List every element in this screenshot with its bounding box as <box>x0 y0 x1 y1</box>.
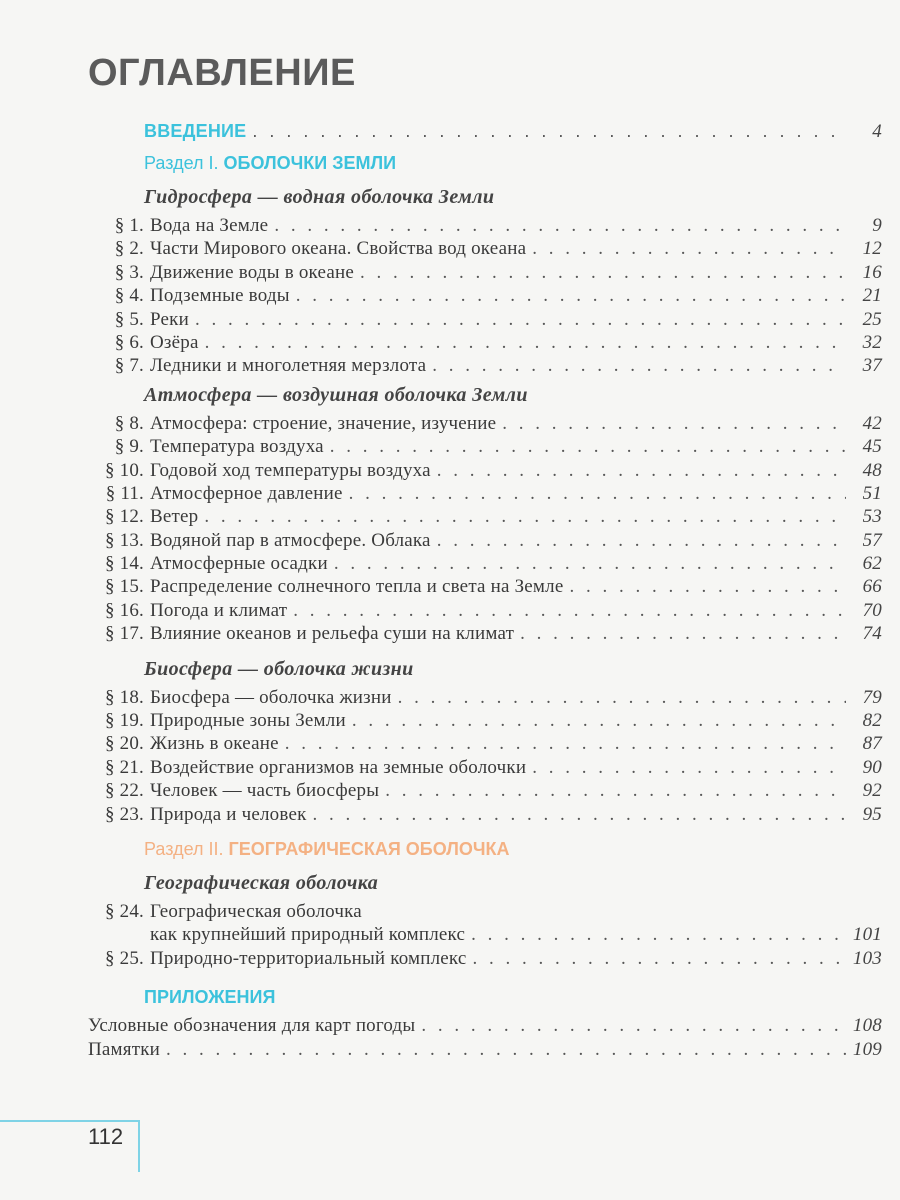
entry-page: 37 <box>862 355 882 377</box>
entry-page: 82 <box>862 710 882 732</box>
entry-title: Человек — часть биосферы <box>150 780 380 802</box>
entry-title: Природные зоны Земли <box>150 710 346 732</box>
entry-number: § 20. <box>105 733 144 755</box>
entry-title: Памятки <box>88 1038 161 1060</box>
entry-title: Части Мирового океана. Свойства вод океана <box>150 238 527 260</box>
entry-title: Годовой ход температуры воздуха <box>150 459 431 481</box>
toc-entry-introduction[interactable] <box>88 116 882 146</box>
entry-page: 42 <box>862 412 882 434</box>
leader-dots <box>502 412 846 435</box>
entry-title: Водяной пар в атмосфере. Облака <box>150 529 431 551</box>
toc-entry[interactable] <box>88 900 882 923</box>
entry-page: 53 <box>862 506 882 528</box>
toc-entry[interactable] <box>88 459 882 482</box>
entry-page: 25 <box>862 308 882 330</box>
toc-entry-continuation[interactable] <box>88 923 882 946</box>
toc-entry[interactable] <box>88 709 882 732</box>
entry-page: 87 <box>862 733 882 755</box>
appendix-title: ПРИЛОЖЕНИЯ <box>144 987 276 1008</box>
entry-number: § 11. <box>105 482 144 504</box>
entry-title: Географическая оболочка <box>150 900 362 922</box>
section-name: ОБОЛОЧКИ ЗЕМЛИ <box>223 153 397 173</box>
toc-entry[interactable] <box>88 331 882 354</box>
entry-title: Реки <box>150 308 189 330</box>
leader-dots <box>532 756 846 779</box>
entry-page: 62 <box>862 553 882 575</box>
entry-page: 74 <box>862 623 882 645</box>
entry-title: Температура воздуха <box>150 436 324 458</box>
entry-title: ВВЕДЕНИЕ <box>144 121 247 141</box>
entry-number: § 3. <box>114 261 144 283</box>
entry-page: 21 <box>862 285 882 307</box>
leader-dots <box>437 529 846 552</box>
entry-number: § 5. <box>114 308 144 330</box>
page-title: ОГЛАВЛЕНИЕ <box>88 52 356 94</box>
leader-dots <box>385 779 846 802</box>
chapter-heading-atmosphere: Атмосфера — воздушная оболочка Земли <box>144 383 528 406</box>
toc-entry[interactable] <box>88 214 882 237</box>
leader-dots <box>166 1038 846 1061</box>
section-prefix: Раздел II. <box>144 838 229 859</box>
leader-dots <box>296 284 846 307</box>
leader-dots <box>360 261 846 284</box>
entry-title: Распределение солнечного тепла и света на Земле <box>150 576 564 598</box>
entry-page: 101 <box>852 924 882 946</box>
entry-page: 95 <box>862 803 882 825</box>
entry-number: § 7. <box>114 355 144 377</box>
entry-title: Биосфера — оболочка жизни <box>150 686 392 708</box>
page-corner-rule-vertical <box>138 1120 140 1172</box>
page-number: 112 <box>88 1124 124 1149</box>
appendix-heading <box>88 980 882 1014</box>
entry-title: Условные обозначения для карт погоды <box>88 1015 416 1037</box>
entry-number: § 23. <box>105 803 144 825</box>
chapter-heading-biosphere: Биосфера — оболочка жизни <box>144 657 414 680</box>
entry-number: § 18. <box>105 686 144 708</box>
toc-entry[interactable] <box>88 947 882 970</box>
entry-number: § 21. <box>105 756 144 778</box>
leader-dots <box>398 686 846 709</box>
section-heading-2 <box>88 832 882 866</box>
entry-title: Движение воды в океане <box>150 261 354 283</box>
leader-dots <box>274 214 846 237</box>
entry-title: Влияние океанов и рельефа суши на климат <box>150 623 515 645</box>
toc-entry[interactable] <box>88 599 882 622</box>
entry-title: Атмосферное давление <box>150 482 343 504</box>
section-prefix: Раздел I. <box>144 153 224 173</box>
chapter-heading-geographic: Географическая оболочка <box>144 871 379 894</box>
entry-title: Озёра <box>150 331 199 353</box>
entry-number: § 2. <box>114 238 144 260</box>
entry-page: 12 <box>862 238 882 260</box>
toc-entry[interactable] <box>88 552 882 575</box>
entry-title: Вода на Земле <box>150 215 269 236</box>
entry-title: Ледники и многолетняя мерзлота <box>150 355 427 377</box>
entry-page: 109 <box>852 1038 882 1060</box>
toc-entry[interactable] <box>88 284 882 307</box>
entry-number: § 24. <box>105 900 144 922</box>
table-of-contents <box>88 116 882 1061</box>
entry-page: 51 <box>862 482 882 504</box>
entry-page: 108 <box>852 1015 882 1037</box>
leader-dots <box>569 575 846 598</box>
toc-entry[interactable] <box>88 622 882 645</box>
entry-page: 79 <box>862 686 882 708</box>
toc-entry[interactable] <box>88 412 882 435</box>
entry-number: § 25. <box>105 947 144 969</box>
entry-title-line2: как крупнейший природный комплекс <box>150 924 466 946</box>
entry-page: 32 <box>862 331 882 353</box>
entry-title: Жизнь в океане <box>150 733 279 755</box>
section-name: ГЕОГРАФИЧЕСКАЯ ОБОЛОЧКА <box>228 838 510 859</box>
entry-title: Ветер <box>150 506 199 528</box>
entry-page: 92 <box>862 780 882 802</box>
entry-title: Природа и человек <box>150 803 307 825</box>
entry-number: § 9. <box>114 436 144 458</box>
biosphere-list <box>88 686 882 826</box>
entry-number: § 4. <box>114 285 144 307</box>
entry-number: § 12. <box>105 506 144 528</box>
entry-page: 90 <box>862 756 882 778</box>
entry-title: Воздействие организмов на земные оболочки <box>150 756 527 778</box>
entry-page: 4 <box>872 121 882 142</box>
leader-dots <box>421 1014 846 1037</box>
entry-number: § 8. <box>114 412 144 434</box>
chapter-heading-hydrosphere: Гидросфера — водная оболочка Земли <box>144 186 495 208</box>
toc-entry[interactable] <box>88 779 882 802</box>
hydrosphere-list <box>88 214 882 378</box>
entry-title: Природно-территориальный комплекс <box>150 947 467 969</box>
entry-title: Атмосфера: строение, значение, изучение <box>150 412 497 434</box>
entry-page: 9 <box>872 215 882 236</box>
entry-number: § 13. <box>105 529 144 551</box>
entry-page: 57 <box>862 529 882 551</box>
entry-number: § 10. <box>105 459 144 481</box>
toc-entry[interactable] <box>88 505 882 528</box>
toc-entry[interactable] <box>88 237 882 260</box>
toc-entry[interactable] <box>88 482 882 505</box>
geographic-list <box>88 900 882 970</box>
page-corner-rule <box>0 1120 140 1122</box>
toc-entry[interactable] <box>88 756 882 779</box>
leader-dots <box>285 732 846 755</box>
leader-dots <box>432 354 846 377</box>
leader-dots <box>352 709 846 732</box>
entry-page: 45 <box>862 436 882 458</box>
leader-dots <box>293 599 846 622</box>
entry-number: § 16. <box>105 599 144 621</box>
appendix-list <box>88 1014 882 1061</box>
leader-dots <box>313 803 846 826</box>
leader-dots <box>471 923 846 946</box>
entry-title: Атмосферные осадки <box>150 553 328 575</box>
leader-dots <box>520 622 846 645</box>
toc-entry[interactable] <box>88 686 882 709</box>
entry-page: 103 <box>852 947 882 969</box>
toc-entry[interactable] <box>88 308 882 331</box>
toc-entry[interactable] <box>88 529 882 552</box>
entry-number: § 14. <box>105 553 144 575</box>
toc-entry[interactable] <box>88 803 882 826</box>
entry-page: 66 <box>862 576 882 598</box>
leader-dots <box>437 459 846 482</box>
entry-number: § 22. <box>105 780 144 802</box>
toc-entry[interactable] <box>88 354 882 377</box>
toc-entry[interactable] <box>88 732 882 755</box>
leader-dots <box>195 308 846 331</box>
entry-number: § 17. <box>105 623 144 645</box>
entry-page: 70 <box>862 599 882 621</box>
entry-number: § 15. <box>105 576 144 598</box>
entry-title: Погода и климат <box>150 599 288 621</box>
leader-dots <box>252 116 846 146</box>
section-heading-1 <box>88 146 882 180</box>
toc-entry[interactable] <box>88 575 882 598</box>
entry-page: 48 <box>862 459 882 481</box>
leader-dots <box>532 237 846 260</box>
entry-title: Подземные воды <box>150 285 290 307</box>
toc-entry[interactable] <box>88 261 882 284</box>
toc-entry[interactable] <box>88 1038 882 1061</box>
entry-number: § 6. <box>114 331 144 353</box>
toc-entry[interactable] <box>88 435 882 458</box>
leader-dots <box>473 947 846 970</box>
entry-page: 16 <box>862 261 882 283</box>
toc-entry[interactable] <box>88 1014 882 1037</box>
leader-dots <box>204 505 846 528</box>
atmosphere-list <box>88 412 882 646</box>
leader-dots <box>330 435 846 458</box>
entry-number: § 1. <box>114 215 144 236</box>
leader-dots <box>205 331 846 354</box>
leader-dots <box>349 482 846 505</box>
entry-number: § 19. <box>105 710 144 732</box>
leader-dots <box>334 552 846 575</box>
